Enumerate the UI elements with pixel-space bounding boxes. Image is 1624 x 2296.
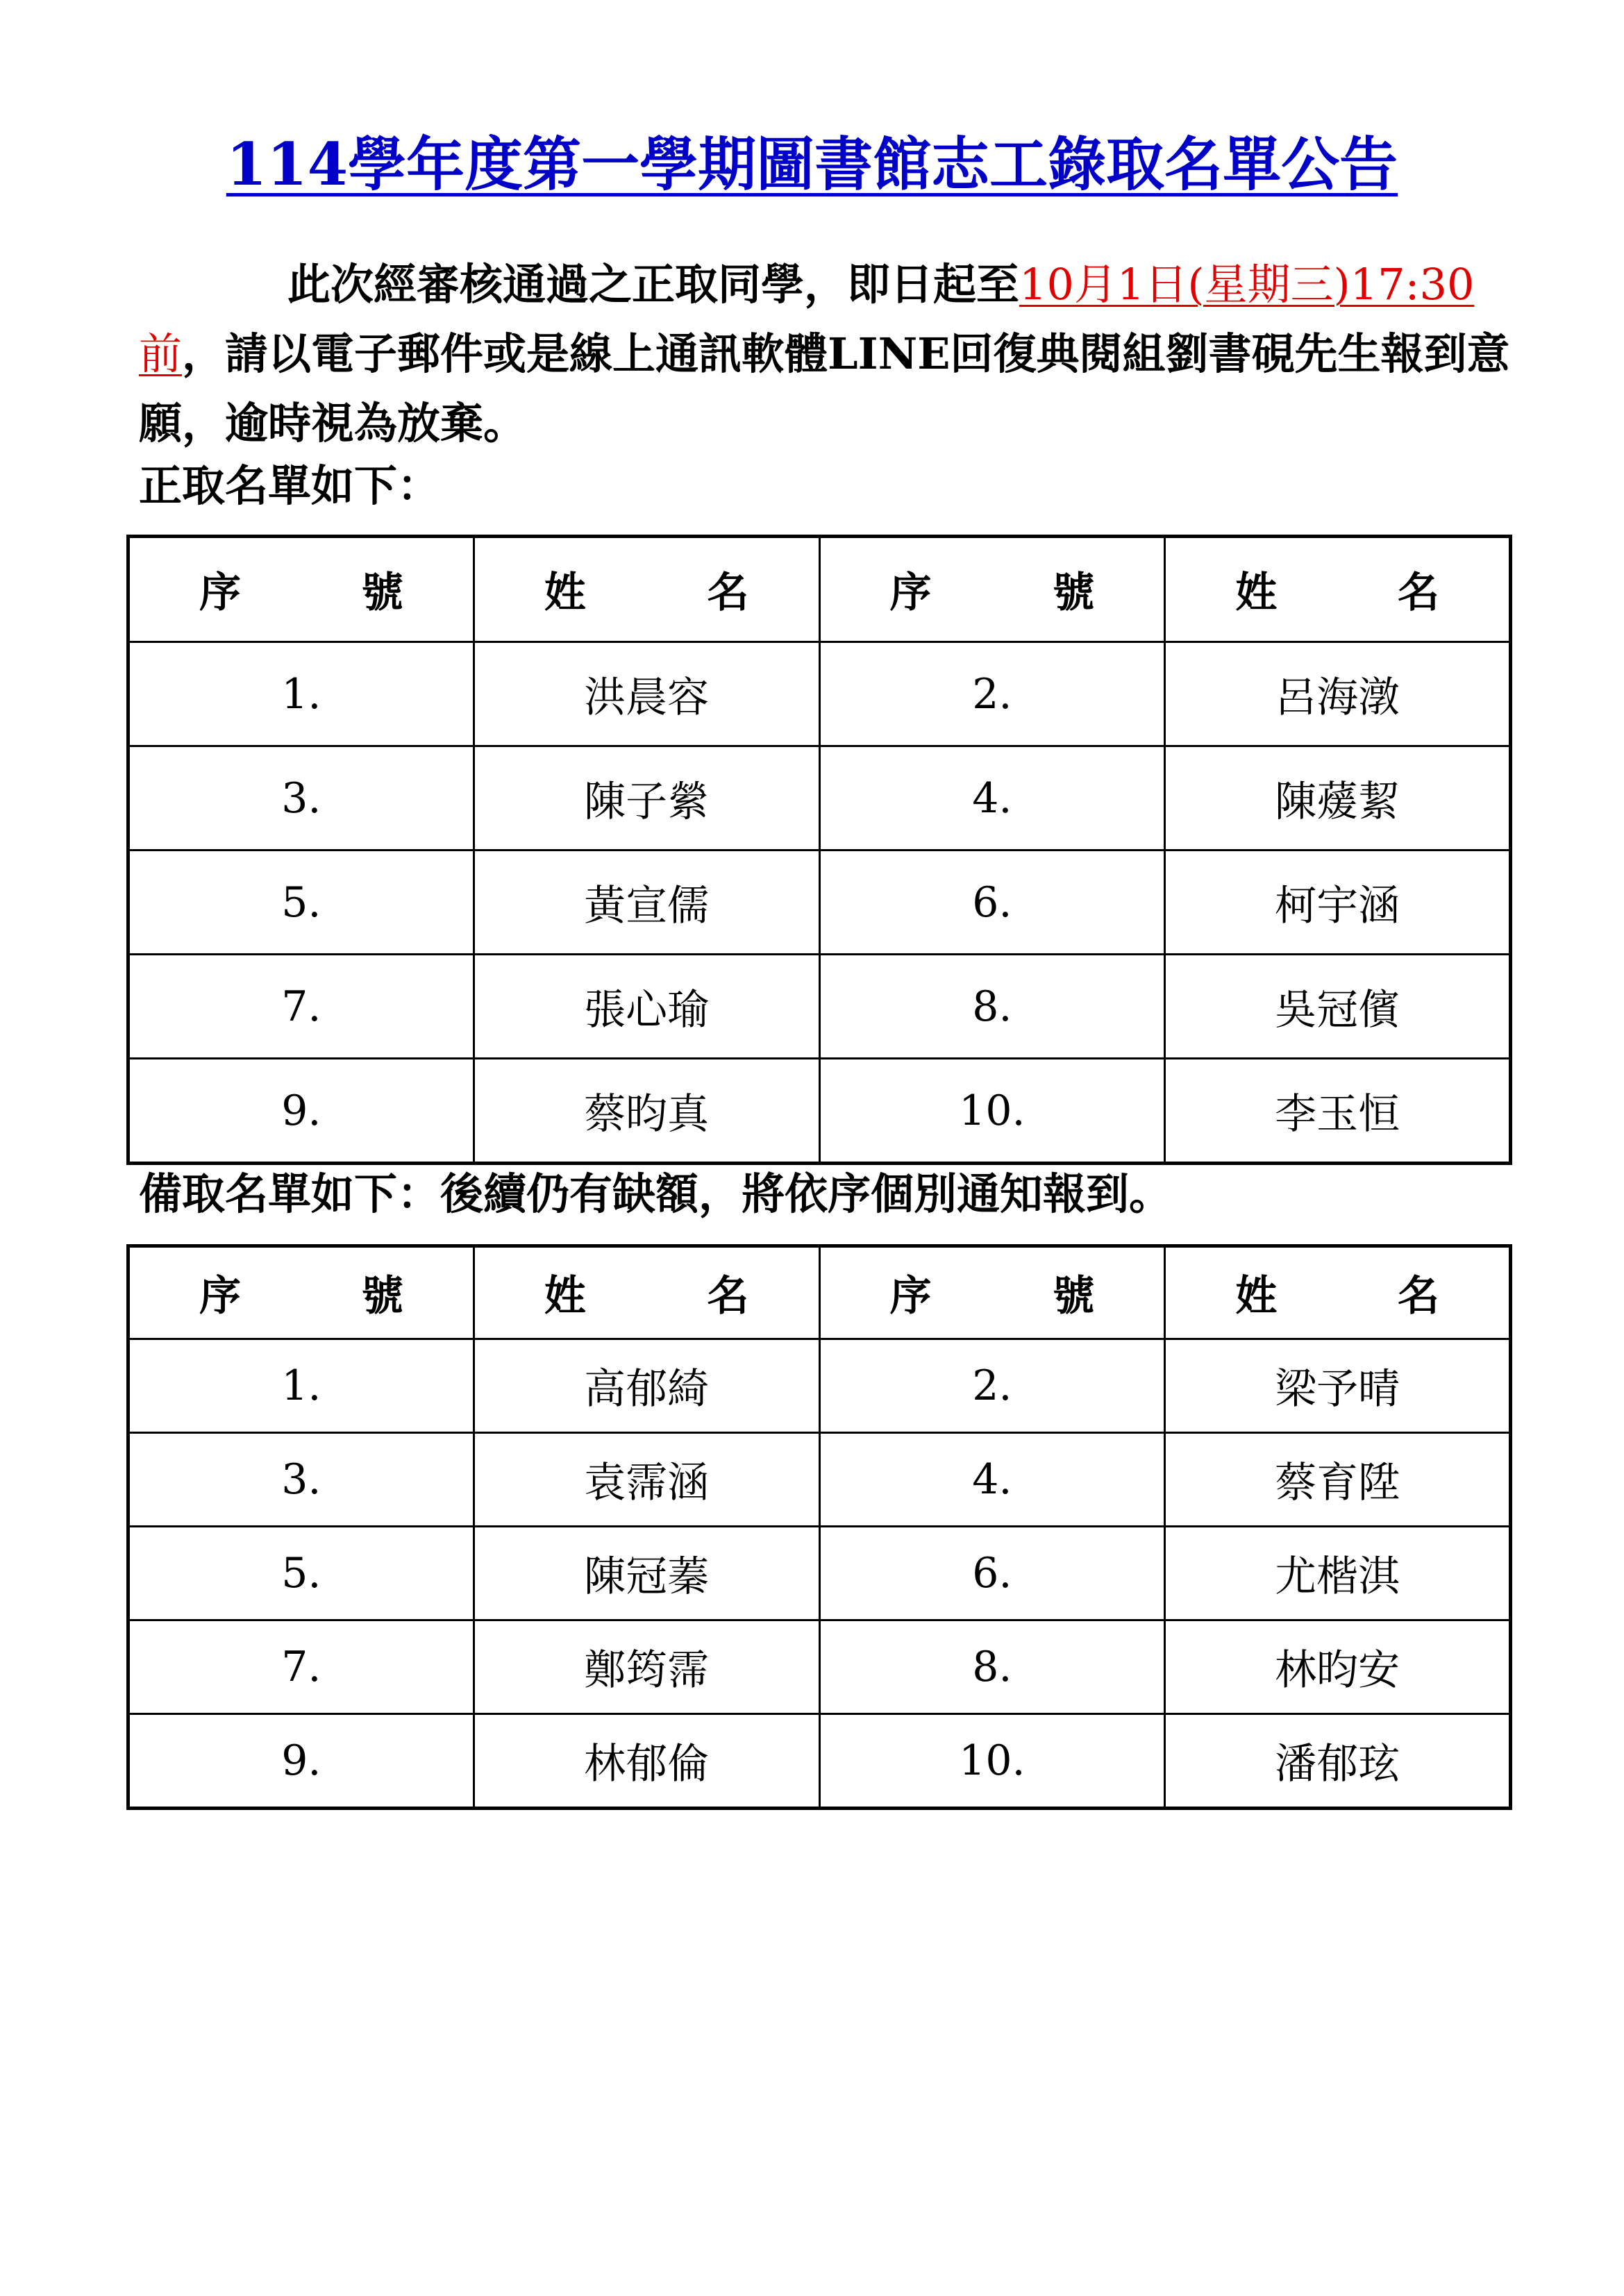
seq-cell: 1. bbox=[128, 1339, 474, 1433]
name-cell: 陳子縈 bbox=[474, 746, 819, 850]
name-cell: 袁霈涵 bbox=[474, 1433, 819, 1527]
name-cell: 呂海潡 bbox=[1165, 642, 1511, 746]
name-cell: 陳蕿絜 bbox=[1165, 746, 1511, 850]
name-cell: 陳冠蓁 bbox=[474, 1527, 819, 1620]
name-cell: 鄭筠霈 bbox=[474, 1620, 819, 1714]
seq-cell: 1. bbox=[128, 642, 474, 746]
table-row bbox=[128, 1059, 1511, 1164]
name-cell: 洪晨容 bbox=[474, 642, 819, 746]
table-row bbox=[128, 955, 1511, 1059]
seq-cell: 10. bbox=[819, 1059, 1165, 1164]
seq-cell: 10. bbox=[819, 1714, 1165, 1809]
name-cell: 吳冠儐 bbox=[1165, 955, 1511, 1059]
seq-cell: 8. bbox=[819, 1620, 1165, 1714]
seq-cell: 4. bbox=[819, 1433, 1165, 1527]
seq-cell: 2. bbox=[819, 1339, 1165, 1433]
table-header-row bbox=[128, 1246, 1511, 1339]
name-cell: 李玉恒 bbox=[1165, 1059, 1511, 1164]
page-title: 114學年度第一學期圖書館志工錄取名單公告 bbox=[226, 130, 1398, 199]
seq-cell: 6. bbox=[819, 850, 1165, 955]
name-header: 姓 名 bbox=[474, 1246, 819, 1339]
accepted-table bbox=[126, 535, 1512, 1165]
seq-cell: 4. bbox=[819, 746, 1165, 850]
seq-header: 序 號 bbox=[128, 1246, 474, 1339]
seq-cell: 9. bbox=[128, 1714, 474, 1809]
name-cell: 潘郁玹 bbox=[1165, 1714, 1511, 1809]
table-row bbox=[128, 1433, 1511, 1527]
table-row bbox=[128, 746, 1511, 850]
seq-header: 序 號 bbox=[128, 537, 474, 642]
name-cell: 柯宇涵 bbox=[1165, 850, 1511, 955]
name-cell: 尤楷淇 bbox=[1165, 1527, 1511, 1620]
seq-cell: 5. bbox=[128, 850, 474, 955]
name-cell: 高郁綺 bbox=[474, 1339, 819, 1433]
notice-text-1: 此次經審核通過之正取同學，即日起至 bbox=[287, 259, 1020, 310]
name-header: 姓 名 bbox=[1165, 1246, 1511, 1339]
seq-cell: 9. bbox=[128, 1059, 474, 1164]
seq-cell: 7. bbox=[128, 1620, 474, 1714]
table-header-row bbox=[128, 537, 1511, 642]
deadline-text: 10月1日(星期三)17:30前 bbox=[139, 259, 1475, 379]
name-cell: 蔡昀真 bbox=[474, 1059, 819, 1164]
name-cell: 林郁倫 bbox=[474, 1714, 819, 1809]
seq-cell: 8. bbox=[819, 955, 1165, 1059]
name-header: 姓 名 bbox=[474, 537, 819, 642]
seq-cell: 6. bbox=[819, 1527, 1165, 1620]
seq-cell: 5. bbox=[128, 1527, 474, 1620]
seq-cell: 2. bbox=[819, 642, 1165, 746]
seq-header: 序 號 bbox=[819, 537, 1165, 642]
waitlist-heading: 備取名單如下：後續仍有缺額，將依序個別通知報到。 bbox=[139, 1168, 1173, 1219]
name-cell: 林昀安 bbox=[1165, 1620, 1511, 1714]
table-row bbox=[128, 1527, 1511, 1620]
table-row bbox=[128, 850, 1511, 955]
waitlist-table bbox=[126, 1244, 1512, 1810]
notice-paragraph bbox=[139, 250, 1521, 458]
name-cell: 黃宣儒 bbox=[474, 850, 819, 955]
table-row bbox=[128, 1339, 1511, 1433]
name-cell: 蔡育陞 bbox=[1165, 1433, 1511, 1527]
table-row bbox=[128, 1714, 1511, 1809]
name-header: 姓 名 bbox=[1165, 537, 1511, 642]
notice-text-2: ，請以電子郵件或是線上通訊軟體LINE回復典閱組劉書硯先生報到意願，逾時視為放棄。 bbox=[139, 328, 1510, 449]
seq-cell: 3. bbox=[128, 746, 474, 850]
name-cell: 張心瑜 bbox=[474, 955, 819, 1059]
table-row bbox=[128, 1620, 1511, 1714]
table-row bbox=[128, 642, 1511, 746]
accepted-heading: 正取名單如下： bbox=[139, 460, 441, 511]
seq-cell: 3. bbox=[128, 1433, 474, 1527]
name-cell: 梁予晴 bbox=[1165, 1339, 1511, 1433]
seq-cell: 7. bbox=[128, 955, 474, 1059]
seq-header: 序 號 bbox=[819, 1246, 1165, 1339]
